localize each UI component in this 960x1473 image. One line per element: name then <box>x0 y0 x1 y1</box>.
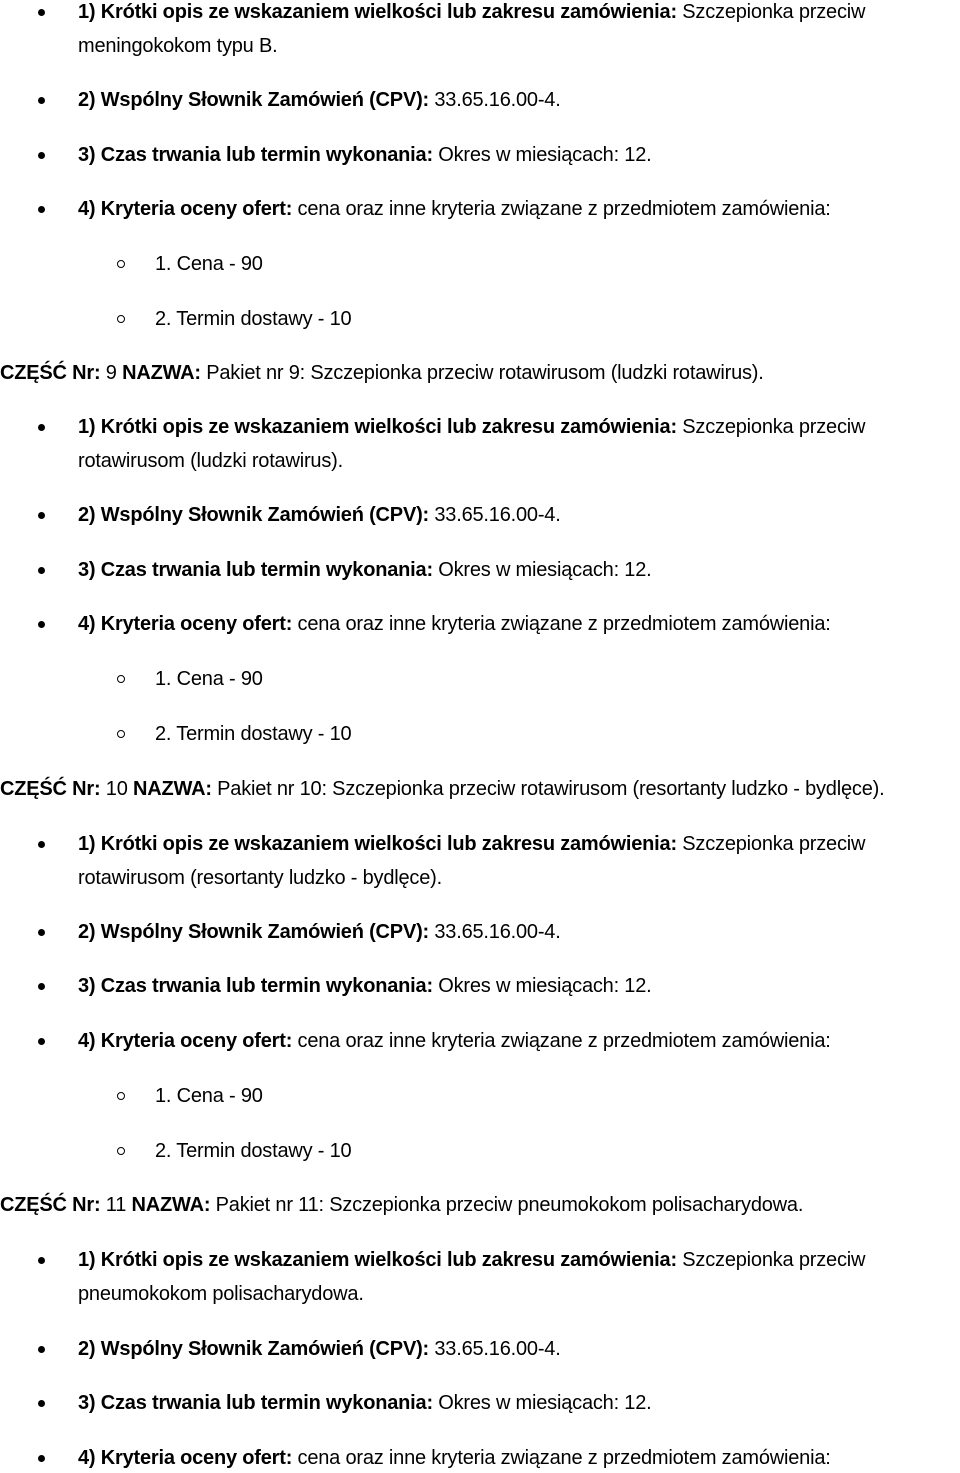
list-item <box>78 832 865 856</box>
circle-bullet-icon <box>117 730 125 738</box>
item-label: 1) Krótki opis ze wskazaniem wielkości lub zakresu zamówienia: <box>78 416 677 438</box>
item-label: 1) Krótki opis ze wskazaniem wielkości lub zakresu zamówienia: <box>78 833 677 855</box>
circle-bullet-icon <box>117 1147 125 1155</box>
item-value: 33.65.16.00-4. <box>429 89 561 111</box>
part-heading <box>0 1193 803 1217</box>
bullet-icon <box>38 1455 45 1462</box>
bullet-icon <box>38 929 45 936</box>
item-label: 4) Kryteria oceny ofert: <box>78 1030 293 1052</box>
item-value: Okres w miesiącach: 12. <box>432 144 652 166</box>
item-label: 2) Wspólny Słownik Zamówień (CPV): <box>78 921 430 943</box>
sub-list-item <box>155 667 263 691</box>
sub-list-item <box>155 252 263 276</box>
part-heading <box>0 777 884 801</box>
part-name-label: NAZWA: <box>122 362 201 384</box>
sub-item-text: 1. Cena - 90 <box>155 253 263 275</box>
item-label: 2) Wspólny Słownik Zamówień (CPV): <box>78 89 430 111</box>
sub-list-item <box>155 307 351 331</box>
list-item-continuation <box>78 1282 364 1306</box>
list-item <box>78 558 652 582</box>
sub-item-text: 1. Cena - 90 <box>155 668 263 690</box>
part-label: CZĘŚĆ Nr: <box>0 362 101 384</box>
sub-list-item <box>155 1139 351 1163</box>
part-name-value: Pakiet nr 11: Szczepionka przeciw pneumokokom polisacharydowa. <box>210 1194 804 1216</box>
item-value: Okres w miesiącach: 12. <box>432 559 652 581</box>
item-continuation: meningokokom typu B. <box>78 35 278 57</box>
list-item <box>78 415 865 439</box>
circle-bullet-icon <box>117 1092 125 1100</box>
bullet-icon <box>38 567 45 574</box>
list-item <box>78 197 831 221</box>
item-label: 4) Kryteria oceny ofert: <box>78 198 293 220</box>
list-item <box>78 1248 865 1272</box>
part-name-label: NAZWA: <box>133 778 212 800</box>
list-item <box>78 1337 561 1361</box>
circle-bullet-icon <box>117 260 125 268</box>
bullet-icon <box>38 1346 45 1353</box>
circle-bullet-icon <box>117 315 125 323</box>
sub-list-item <box>155 1084 263 1108</box>
sub-item-text: 2. Termin dostawy - 10 <box>155 308 352 330</box>
part-name-value: Pakiet nr 9: Szczepionka przeciw rotawirusom (ludzki rotawirus). <box>200 362 764 384</box>
item-label: 3) Czas trwania lub termin wykonania: <box>78 144 433 166</box>
list-item <box>78 1446 831 1470</box>
part-heading <box>0 361 764 385</box>
item-label: 3) Czas trwania lub termin wykonania: <box>78 559 433 581</box>
bullet-icon <box>38 1400 45 1407</box>
part-label: CZĘŚĆ Nr: <box>0 778 101 800</box>
bullet-icon <box>38 206 45 213</box>
list-item-continuation <box>78 449 343 473</box>
bullet-icon <box>38 1257 45 1264</box>
item-label: 3) Czas trwania lub termin wykonania: <box>78 1392 433 1414</box>
item-continuation: pneumokokom polisacharydowa. <box>78 1283 364 1305</box>
item-value: cena oraz inne kryteria związane z przedmiotem zamówienia: <box>292 1447 831 1469</box>
bullet-icon <box>38 424 45 431</box>
list-item <box>78 88 561 112</box>
sub-item-text: 2. Termin dostawy - 10 <box>155 1140 352 1162</box>
item-value: Szczepionka przeciw <box>676 1249 866 1271</box>
item-label: 3) Czas trwania lub termin wykonania: <box>78 975 433 997</box>
circle-bullet-icon <box>117 675 125 683</box>
item-value: cena oraz inne kryteria związane z przedmiotem zamówienia: <box>292 1030 831 1052</box>
bullet-icon <box>38 97 45 104</box>
item-value: 33.65.16.00-4. <box>429 1338 561 1360</box>
bullet-icon <box>38 9 45 16</box>
list-item <box>78 920 561 944</box>
item-label: 1) Krótki opis ze wskazaniem wielkości lub zakresu zamówienia: <box>78 1 677 23</box>
bullet-icon <box>38 512 45 519</box>
item-value: Szczepionka przeciw <box>676 416 866 438</box>
item-value: Okres w miesiącach: 12. <box>432 975 652 997</box>
list-item <box>78 1391 652 1415</box>
item-label: 1) Krótki opis ze wskazaniem wielkości lub zakresu zamówienia: <box>78 1249 677 1271</box>
list-item <box>78 612 831 636</box>
bullet-icon <box>38 621 45 628</box>
list-item-continuation <box>78 34 277 58</box>
item-value: 33.65.16.00-4. <box>429 504 561 526</box>
part-name-value: Pakiet nr 10: Szczepionka przeciw rotawirusom (resortanty ludzko - bydlęce). <box>211 778 885 800</box>
sub-item-text: 1. Cena - 90 <box>155 1085 263 1107</box>
item-value: Szczepionka przeciw <box>676 1 866 23</box>
part-number: 11 <box>100 1194 132 1216</box>
item-label: 4) Kryteria oceny ofert: <box>78 613 293 635</box>
list-item <box>78 0 865 24</box>
list-item <box>78 143 652 167</box>
list-item <box>78 974 652 998</box>
bullet-icon <box>38 841 45 848</box>
list-item-continuation <box>78 866 442 890</box>
item-continuation: rotawirusom (ludzki rotawirus). <box>78 450 343 472</box>
part-number: 10 <box>100 778 133 800</box>
bullet-icon <box>38 1038 45 1045</box>
part-label: CZĘŚĆ Nr: <box>0 1194 101 1216</box>
item-label: 2) Wspólny Słownik Zamówień (CPV): <box>78 1338 430 1360</box>
item-label: 2) Wspólny Słownik Zamówień (CPV): <box>78 504 430 526</box>
item-continuation: rotawirusom (resortanty ludzko - bydlęce). <box>78 867 442 889</box>
bullet-icon <box>38 983 45 990</box>
item-value: 33.65.16.00-4. <box>429 921 561 943</box>
item-label: 4) Kryteria oceny ofert: <box>78 1447 293 1469</box>
list-item <box>78 503 561 527</box>
part-number: 9 <box>100 362 123 384</box>
item-value: Okres w miesiącach: 12. <box>432 1392 652 1414</box>
item-value: cena oraz inne kryteria związane z przedmiotem zamówienia: <box>292 613 831 635</box>
item-value: Szczepionka przeciw <box>676 833 866 855</box>
bullet-icon <box>38 152 45 159</box>
sub-item-text: 2. Termin dostawy - 10 <box>155 723 352 745</box>
list-item <box>78 1029 831 1053</box>
part-name-label: NAZWA: <box>131 1194 211 1216</box>
sub-list-item <box>155 722 351 746</box>
item-value: cena oraz inne kryteria związane z przedmiotem zamówienia: <box>292 198 831 220</box>
